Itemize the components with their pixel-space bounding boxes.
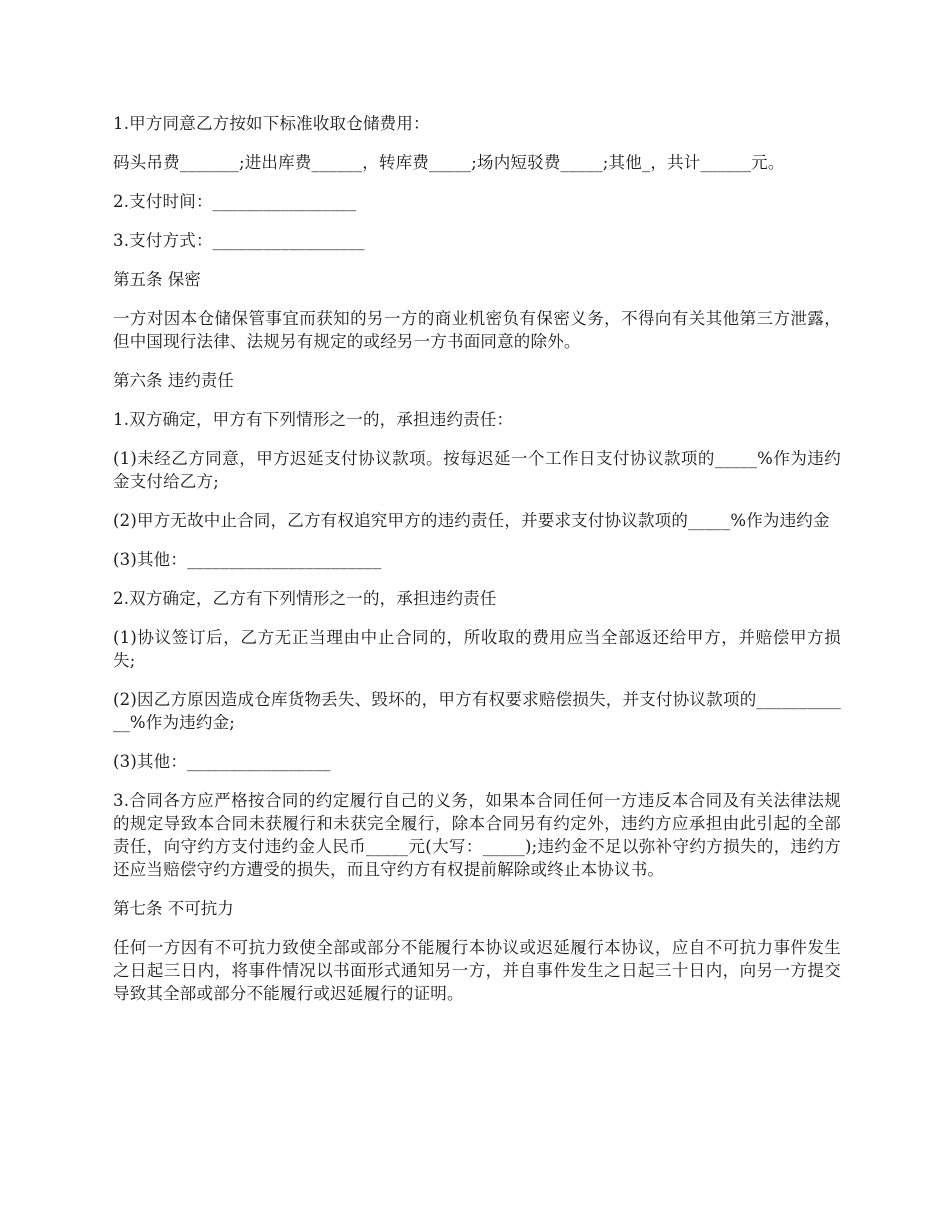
payment-time: 2.支付时间：_________________ xyxy=(113,192,357,211)
payment-method: 3.支付方式：__________________ xyxy=(113,231,365,250)
fee-items: 码头吊费_______;进出库费______，转库费_____;场内短驳费_____;其他_，共计______元。 xyxy=(113,153,785,172)
party-a-liability-item-1: (1)未经乙方同意，甲方迟延支付协议款项。按每迟延一个工作日支付协议款项的_____%作为违约金支付给乙方; xyxy=(113,449,841,491)
party-a-liability-intro: 1.双方确定，甲方有下列情形之一的，承担违约责任： xyxy=(113,410,514,429)
confidentiality-clause: 一方对因本仓储保管事宜而获知的另一方的商业机密负有保密义务，不得向有关其他第三方泄露，但中国现行法律、法规另有规定的或经另一方书面同意的除外。 xyxy=(113,309,841,351)
fee-clause-intro: 1.甲方同意乙方按如下标准收取仓储费用： xyxy=(113,114,430,133)
party-a-liability-item-2: (2)甲方无故中止合同，乙方有权追究甲方的违约责任，并要求支付协议款项的_____%作为违约金 xyxy=(113,511,830,530)
general-liability-clause: 3.合同各方应严格按合同的约定履行自己的义务，如果本合同任何一方违反本合同及有关法律法规的规定导致本合同未获履行和未获完全履行，除本合同另有约定外，违约方应承担由此引起的全部责任，向守约方支付违约金人民币_____元(大写：_____);违约金不足以弥补守约方损失的，违约方还应当赔偿守约方遭受的损失，而且守约方有权提前解除或终止本协议书。 xyxy=(113,791,841,879)
party-b-liability-item-3: (3)其他：_________________ xyxy=(113,752,331,771)
section-heading-liability: 第六条 违约责任 xyxy=(113,371,234,390)
section-heading-confidentiality: 第五条 保密 xyxy=(113,270,201,289)
party-a-liability-item-3: (3)其他：_______________________ xyxy=(113,550,382,569)
force-majeure-clause: 任何一方因有不可抗力致使全部或部分不能履行本协议或迟延履行本协议，应自不可抗力事件发生之日起三日内，将事件情况以书面形式通知另一方，并自事件发生之日起三十日内，向另一方提交导致其全部或部分不能履行或迟延履行的证明。 xyxy=(113,938,841,1003)
document-page xyxy=(113,112,841,1021)
party-b-liability-item-2: (2)因乙方原因造成仓库货物丢失、毁坏的，甲方有权要求赔偿损失，并支付协议款项的____________%作为违约金; xyxy=(113,690,841,732)
section-heading-force-majeure: 第七条 不可抗力 xyxy=(113,899,234,918)
party-b-liability-item-1: (1)协议签订后，乙方无正当理由中止合同的，所收取的费用应当全部返还给甲方，并赔偿甲方损失; xyxy=(113,628,841,670)
party-b-liability-intro: 2.双方确定，乙方有下列情形之一的，承担违约责任 xyxy=(113,589,497,608)
